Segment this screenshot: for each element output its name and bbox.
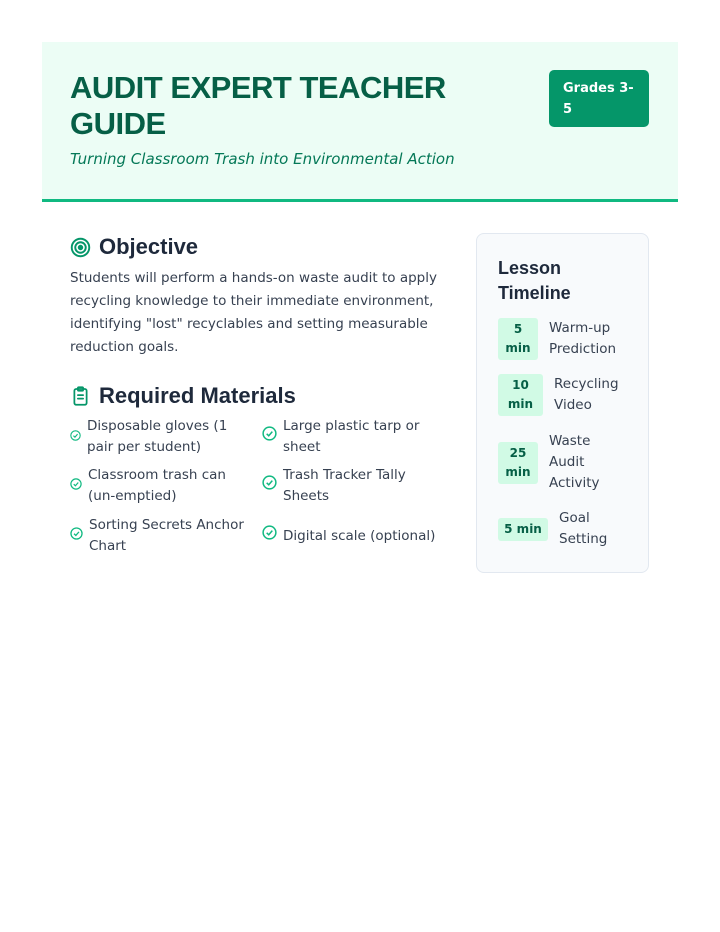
list-item: [70, 465, 255, 507]
material-label: Sorting Secrets Anchor Chart: [89, 517, 244, 554]
list-item: [262, 416, 432, 458]
target-icon: [70, 237, 91, 258]
objective-heading: Objective: [99, 234, 199, 259]
timeline-step: [498, 508, 614, 550]
page-title: AUDIT EXPERT TEACHER GUIDE: [70, 70, 446, 141]
material-label: Classroom trash can (un-emptied): [88, 467, 226, 504]
list-item: [262, 525, 442, 547]
check-circle-icon: [262, 475, 277, 497]
timeline-step: [498, 431, 609, 494]
material-label: Trash Tracker Tally Sheets: [283, 467, 406, 504]
materials-heading-row: [70, 383, 296, 409]
check-circle-icon: [70, 476, 82, 497]
list-item: [70, 416, 250, 458]
check-circle-icon: [70, 526, 83, 547]
check-circle-icon: [262, 426, 277, 448]
timeline-step: [498, 318, 629, 360]
step-duration: 25 min: [498, 442, 538, 484]
materials-heading: Required Materials: [99, 383, 296, 408]
lesson-timeline-panel: [476, 233, 649, 573]
timeline-step: [498, 374, 629, 416]
list-item: [70, 515, 255, 557]
material-label: Large plastic tarp or sheet: [283, 418, 420, 455]
list-item: [262, 465, 432, 507]
objective-text: Students will perform a hands-on waste audit to apply recycling knowledge to their immediate environment, identifying "lost" recyclables and setting measurable reduction goals.: [70, 270, 437, 355]
check-circle-icon: [262, 525, 277, 547]
material-label: Digital scale (optional): [283, 527, 436, 544]
step-duration: 10 min: [498, 374, 543, 416]
page-header: [42, 42, 678, 202]
step-duration: 5 min: [498, 318, 538, 360]
step-duration: 5 min: [498, 518, 548, 541]
step-label: Waste Audit Activity: [549, 433, 600, 491]
check-circle-icon: [70, 427, 81, 448]
step-label: Recycling Video: [554, 376, 619, 413]
clipboard-icon: [70, 385, 91, 407]
timeline-title: Lesson Timeline: [498, 258, 571, 303]
step-label: Warm-up Prediction: [549, 320, 617, 357]
step-label: Goal Setting: [559, 510, 608, 547]
objective-heading-row: [70, 234, 198, 260]
page-subtitle: Turning Classroom Trash into Environmental Action: [70, 150, 455, 168]
grade-level-badge: Grades 3-5: [549, 70, 649, 127]
material-label: Disposable gloves (1 pair per student): [87, 418, 228, 455]
